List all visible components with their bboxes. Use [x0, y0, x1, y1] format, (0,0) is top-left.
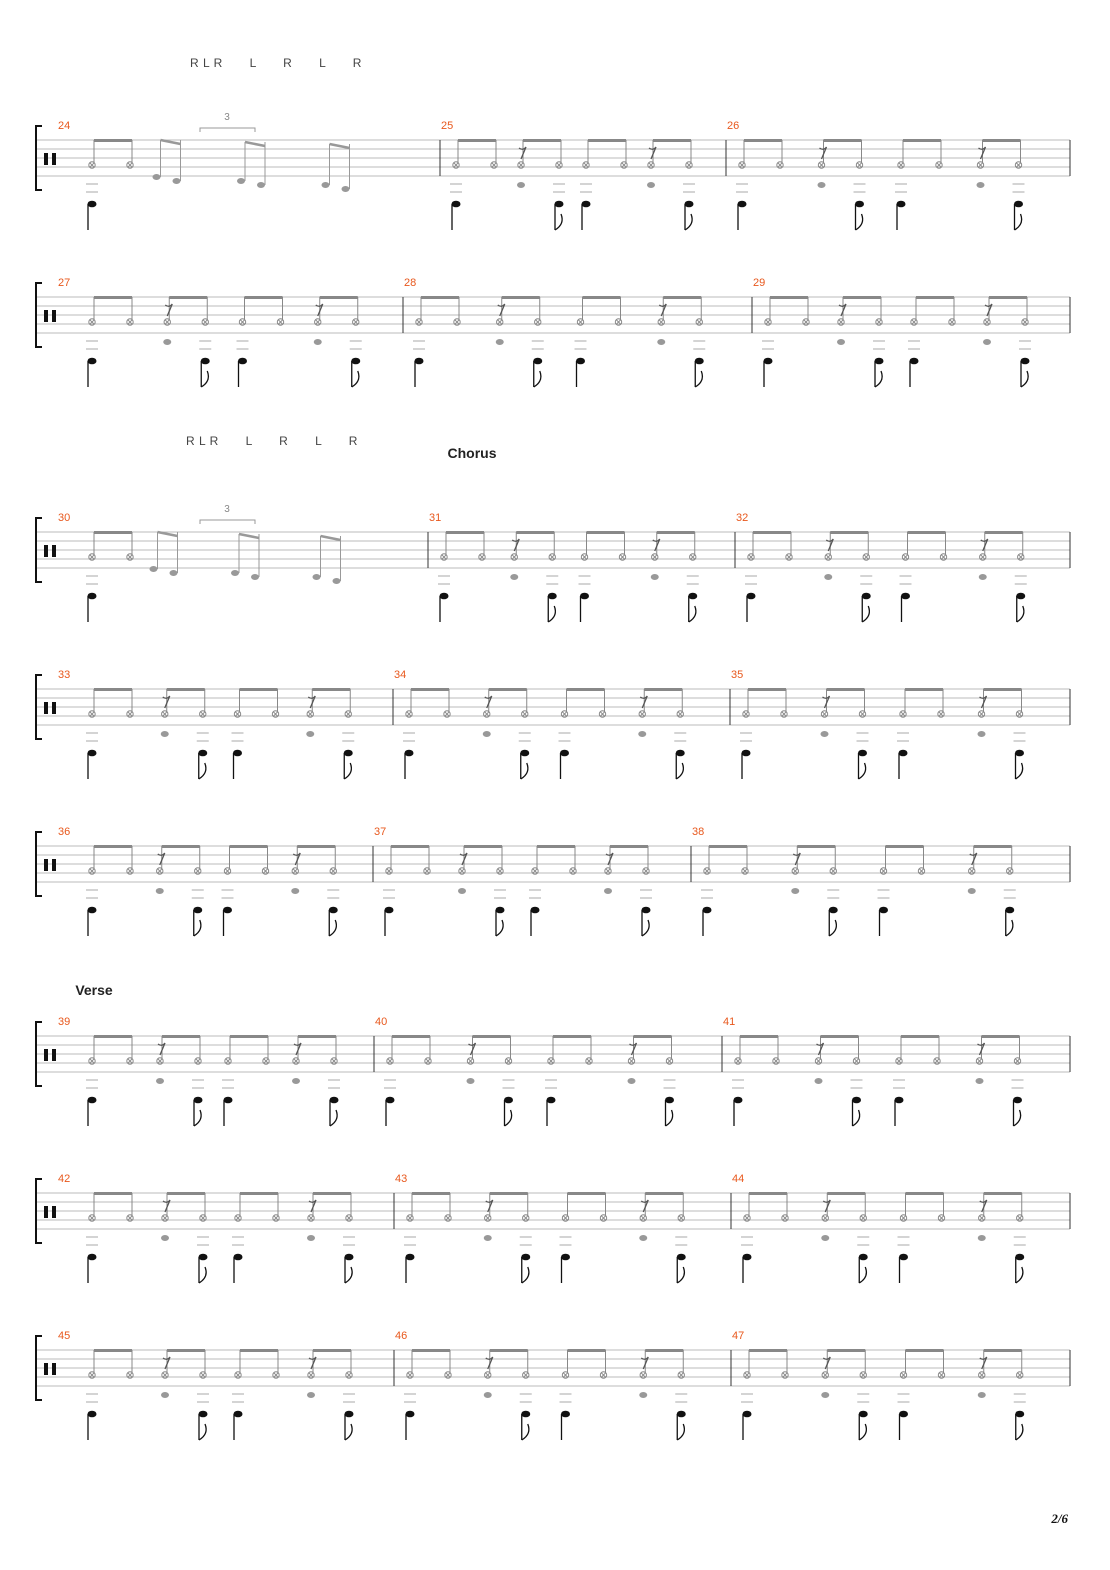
beam: [644, 688, 682, 691]
kick-note: [561, 1411, 570, 1418]
measure-number: 26: [727, 120, 740, 132]
staff-system: [36, 669, 1070, 779]
beam: [610, 845, 648, 848]
kick-note: [198, 750, 207, 757]
kick-note: [199, 1411, 208, 1418]
kick-note: [330, 1097, 339, 1104]
beam: [753, 531, 791, 534]
percussion-clef: [44, 1363, 48, 1375]
kick-note: [406, 1254, 415, 1261]
snare-note: [163, 339, 171, 345]
kick-note: [234, 1411, 243, 1418]
staff-system: [36, 56, 1070, 230]
measure-number: 27: [58, 277, 71, 289]
beam: [320, 296, 358, 299]
beam: [983, 139, 1021, 142]
beam: [94, 845, 132, 848]
percussion-clef: [44, 1049, 48, 1061]
kick-note: [386, 1097, 395, 1104]
beam: [458, 139, 496, 142]
beam: [568, 1349, 606, 1352]
beam: [974, 845, 1012, 848]
section-label: Verse: [75, 982, 113, 998]
beam: [490, 1349, 528, 1352]
measure-number: 34: [394, 669, 407, 681]
beam: [239, 534, 259, 538]
kick-note: [897, 201, 906, 208]
kick-note: [88, 201, 97, 208]
snare-note: [484, 1235, 492, 1241]
kick-note: [734, 1097, 743, 1104]
kick-note: [351, 358, 360, 365]
tuplet-number: 3: [224, 504, 230, 515]
kick-note: [1015, 1254, 1024, 1261]
beam: [473, 1035, 511, 1038]
beam: [989, 296, 1027, 299]
beam: [162, 1035, 200, 1038]
measure-number: 29: [753, 277, 766, 289]
snare-note: [638, 731, 646, 737]
snare-note: [983, 339, 991, 345]
kick-note: [88, 750, 97, 757]
kick-note: [862, 593, 871, 600]
measure-number: 45: [58, 1330, 71, 1342]
beam: [169, 296, 207, 299]
snare-note: [818, 182, 826, 188]
beam: [645, 1349, 683, 1352]
kick-note: [858, 750, 867, 757]
beam: [903, 139, 941, 142]
staff-systems: [36, 56, 1070, 1440]
tom-note: [322, 182, 330, 188]
beam: [392, 1035, 430, 1038]
beam: [797, 845, 835, 848]
measure-number: 46: [395, 1330, 408, 1342]
measure-number: 24: [58, 120, 71, 132]
beam: [709, 845, 747, 848]
kick-note: [345, 1254, 354, 1261]
percussion-clef: [44, 1206, 48, 1218]
measure-number: 41: [723, 1016, 736, 1028]
kick-note: [329, 907, 338, 914]
beam: [827, 688, 865, 691]
kick-note: [405, 750, 414, 757]
kick-note: [859, 1254, 868, 1261]
kick-note: [88, 1411, 97, 1418]
kick-note: [829, 907, 838, 914]
kick-note: [899, 750, 908, 757]
beam: [653, 139, 691, 142]
kick-note: [194, 1097, 203, 1104]
snare-note: [156, 888, 164, 894]
snare-note: [978, 1235, 986, 1241]
snare-note: [483, 731, 491, 737]
measure-number: 30: [58, 512, 71, 524]
beam: [748, 688, 786, 691]
snare-note: [821, 1235, 829, 1241]
beam: [982, 1035, 1020, 1038]
kick-note: [852, 1097, 861, 1104]
snare-note: [824, 574, 832, 580]
beam: [744, 139, 782, 142]
snare-note: [314, 339, 322, 345]
beam: [245, 142, 265, 146]
kick-note: [193, 907, 202, 914]
measure-number: 32: [736, 512, 749, 524]
snare-note: [161, 1235, 169, 1241]
beam: [489, 688, 527, 691]
kick-note: [1014, 201, 1023, 208]
snare-note: [517, 182, 525, 188]
measure-number: 35: [731, 669, 744, 681]
measure-number: 38: [692, 826, 705, 838]
snare-note: [647, 182, 655, 188]
tom-note: [173, 178, 181, 184]
beam: [634, 1035, 672, 1038]
beam: [94, 688, 132, 691]
beam: [568, 1192, 606, 1195]
tuplet-bracket: [200, 128, 255, 132]
tom-note: [313, 574, 321, 580]
measure-number: 25: [441, 120, 454, 132]
kick-note: [875, 358, 884, 365]
snare-note: [639, 1235, 647, 1241]
snare-note: [977, 182, 985, 188]
tom-note: [251, 574, 259, 580]
beam: [553, 1035, 591, 1038]
snare-note: [651, 574, 659, 580]
beam: [94, 531, 132, 534]
beam: [587, 531, 625, 534]
beam: [901, 1035, 939, 1038]
snare-note: [821, 1392, 829, 1398]
percussion-clef: [44, 310, 48, 322]
beam: [446, 531, 484, 534]
beam: [421, 296, 459, 299]
kick-note: [521, 1254, 530, 1261]
kick-note: [742, 750, 751, 757]
snare-note: [307, 1392, 315, 1398]
kick-note: [440, 593, 449, 600]
kick-note: [233, 750, 242, 757]
kick-note: [520, 750, 529, 757]
kick-note: [504, 1097, 513, 1104]
beam: [94, 1192, 132, 1195]
kick-note: [385, 907, 394, 914]
kick-note: [199, 1254, 208, 1261]
beam: [906, 1349, 944, 1352]
snare-note: [291, 888, 299, 894]
staff-system: [36, 434, 1070, 622]
kick-note: [406, 1411, 415, 1418]
percussion-clef: [44, 545, 48, 557]
beam: [583, 296, 621, 299]
kick-note: [879, 907, 888, 914]
snare-note: [628, 1078, 636, 1084]
beam: [657, 531, 695, 534]
kick-note: [561, 1254, 570, 1261]
snare-note: [161, 731, 169, 737]
snare-note: [791, 888, 799, 894]
tom-note: [257, 182, 265, 188]
measure-number: 44: [732, 1173, 745, 1185]
page-number: 2/6: [1051, 1511, 1068, 1526]
kick-note: [1021, 358, 1030, 365]
snare-note: [510, 574, 518, 580]
tuplet-number: 3: [224, 112, 230, 123]
beam: [411, 688, 449, 691]
staff-system: [36, 1330, 1070, 1440]
beam: [908, 531, 946, 534]
kick-note: [345, 1411, 354, 1418]
snare-note: [156, 1078, 164, 1084]
snare-note: [657, 339, 665, 345]
kick-note: [531, 907, 540, 914]
kick-note: [223, 907, 232, 914]
beam: [827, 1349, 865, 1352]
staff-system: [36, 277, 1070, 387]
beam: [588, 139, 626, 142]
beam: [663, 296, 701, 299]
measure-number: 43: [395, 1173, 408, 1185]
beam: [749, 1192, 787, 1195]
beam: [94, 296, 132, 299]
kick-note: [238, 358, 247, 365]
beam: [567, 688, 605, 691]
kick-note: [1013, 1097, 1022, 1104]
snare-note: [467, 1078, 475, 1084]
kick-note: [548, 593, 557, 600]
snare-note: [484, 1392, 492, 1398]
kick-note: [738, 201, 747, 208]
beam: [330, 144, 350, 148]
beam: [312, 688, 350, 691]
measure-number: 33: [58, 669, 71, 681]
beam: [464, 845, 502, 848]
tom-note: [170, 570, 178, 576]
kick-note: [88, 1254, 97, 1261]
kick-note: [344, 750, 353, 757]
snare-note: [978, 731, 986, 737]
snare-note: [976, 1078, 984, 1084]
beam: [321, 536, 341, 540]
beam: [313, 1192, 351, 1195]
beam: [984, 1192, 1022, 1195]
snare-note: [837, 339, 845, 345]
tom-note: [342, 186, 350, 192]
beam: [158, 532, 178, 536]
beam: [162, 845, 200, 848]
section-label: Chorus: [447, 445, 497, 461]
kick-note: [496, 907, 505, 914]
snare-note: [821, 731, 829, 737]
kick-note: [415, 358, 424, 365]
beam: [245, 296, 283, 299]
staff-system: [36, 982, 1070, 1126]
kick-note: [234, 1254, 243, 1261]
beam: [821, 1035, 859, 1038]
kick-note: [855, 201, 864, 208]
beam: [240, 1192, 278, 1195]
beam: [984, 1349, 1022, 1352]
beam: [230, 1035, 268, 1038]
snare-note: [978, 1392, 986, 1398]
kick-note: [895, 1097, 904, 1104]
beam: [412, 1192, 450, 1195]
kick-note: [899, 1254, 908, 1261]
kick-note: [88, 358, 97, 365]
percussion-clef: [44, 153, 48, 165]
snare-note: [639, 1392, 647, 1398]
kick-note: [859, 1411, 868, 1418]
kick-note: [521, 1411, 530, 1418]
kick-note: [88, 593, 97, 600]
measure-number: 39: [58, 1016, 71, 1028]
sticking-annotation: R L R L R L R: [190, 56, 362, 70]
kick-note: [743, 1254, 752, 1261]
beam: [827, 1192, 865, 1195]
beam: [230, 845, 268, 848]
kick-note: [899, 1411, 908, 1418]
kick-note: [677, 1254, 686, 1261]
kick-note: [1015, 1411, 1024, 1418]
beam: [886, 845, 924, 848]
kick-note: [533, 358, 542, 365]
beam: [502, 296, 540, 299]
measure-number: 28: [404, 277, 417, 289]
kick-note: [901, 593, 910, 600]
kick-note: [743, 1411, 752, 1418]
kick-note: [676, 750, 685, 757]
beam: [740, 1035, 778, 1038]
beam: [843, 296, 881, 299]
tom-note: [231, 570, 239, 576]
beam: [167, 1192, 205, 1195]
tom-note: [150, 566, 158, 572]
kick-note: [88, 907, 97, 914]
snare-note: [458, 888, 466, 894]
beam: [523, 139, 561, 142]
kick-note: [547, 1097, 556, 1104]
kick-note: [764, 358, 773, 365]
kick-note: [560, 750, 569, 757]
sticking-annotation: R L R L R L R: [186, 434, 358, 448]
snare-note: [306, 731, 314, 737]
kick-note: [580, 593, 589, 600]
beam: [916, 296, 954, 299]
kick-note: [576, 358, 585, 365]
beam: [770, 296, 808, 299]
beam: [94, 1035, 132, 1038]
snare-note: [161, 1392, 169, 1398]
kick-note: [642, 907, 651, 914]
beam: [906, 1192, 944, 1195]
kick-note: [201, 358, 210, 365]
percussion-clef: [44, 702, 48, 714]
snare-note: [292, 1078, 300, 1084]
snare-note: [604, 888, 612, 894]
measure-number: 31: [429, 512, 442, 524]
beam: [749, 1349, 787, 1352]
kick-note: [703, 907, 712, 914]
beam: [645, 1192, 683, 1195]
beam: [824, 139, 862, 142]
kick-note: [695, 358, 704, 365]
snare-note: [968, 888, 976, 894]
measure-number: 36: [58, 826, 71, 838]
beam: [490, 1192, 528, 1195]
staff-system: [36, 826, 1070, 936]
beam: [240, 688, 278, 691]
percussion-clef: [44, 859, 48, 871]
snare-note: [307, 1235, 315, 1241]
tom-note: [153, 174, 161, 180]
kick-note: [88, 1097, 97, 1104]
snare-note: [815, 1078, 823, 1084]
beam: [167, 688, 205, 691]
beam: [94, 1349, 132, 1352]
kick-note: [555, 201, 564, 208]
beam: [516, 531, 554, 534]
measure-number: 40: [375, 1016, 388, 1028]
kick-note: [910, 358, 919, 365]
beam: [412, 1349, 450, 1352]
measure-number: 47: [732, 1330, 745, 1342]
beam: [830, 531, 868, 534]
kick-note: [1016, 593, 1025, 600]
beam: [161, 140, 181, 144]
beam: [537, 845, 575, 848]
kick-note: [452, 201, 461, 208]
kick-note: [677, 1411, 686, 1418]
kick-note: [1005, 907, 1014, 914]
beam: [298, 1035, 336, 1038]
measure-number: 37: [374, 826, 387, 838]
beam: [985, 531, 1023, 534]
snare-note: [979, 574, 987, 580]
staff-system: [36, 1173, 1070, 1283]
beam: [240, 1349, 278, 1352]
snare-note: [496, 339, 504, 345]
kick-note: [685, 201, 694, 208]
tom-note: [333, 578, 341, 584]
tuplet-bracket: [200, 520, 255, 524]
beam: [984, 688, 1022, 691]
beam: [905, 688, 943, 691]
beam: [297, 845, 335, 848]
beam: [94, 139, 132, 142]
kick-note: [582, 201, 591, 208]
kick-note: [1015, 750, 1024, 757]
kick-note: [665, 1097, 674, 1104]
tom-note: [237, 178, 245, 184]
kick-note: [688, 593, 697, 600]
kick-note: [224, 1097, 233, 1104]
kick-note: [747, 593, 756, 600]
beam: [391, 845, 429, 848]
beam: [313, 1349, 351, 1352]
measure-number: 42: [58, 1173, 71, 1185]
beam: [167, 1349, 205, 1352]
